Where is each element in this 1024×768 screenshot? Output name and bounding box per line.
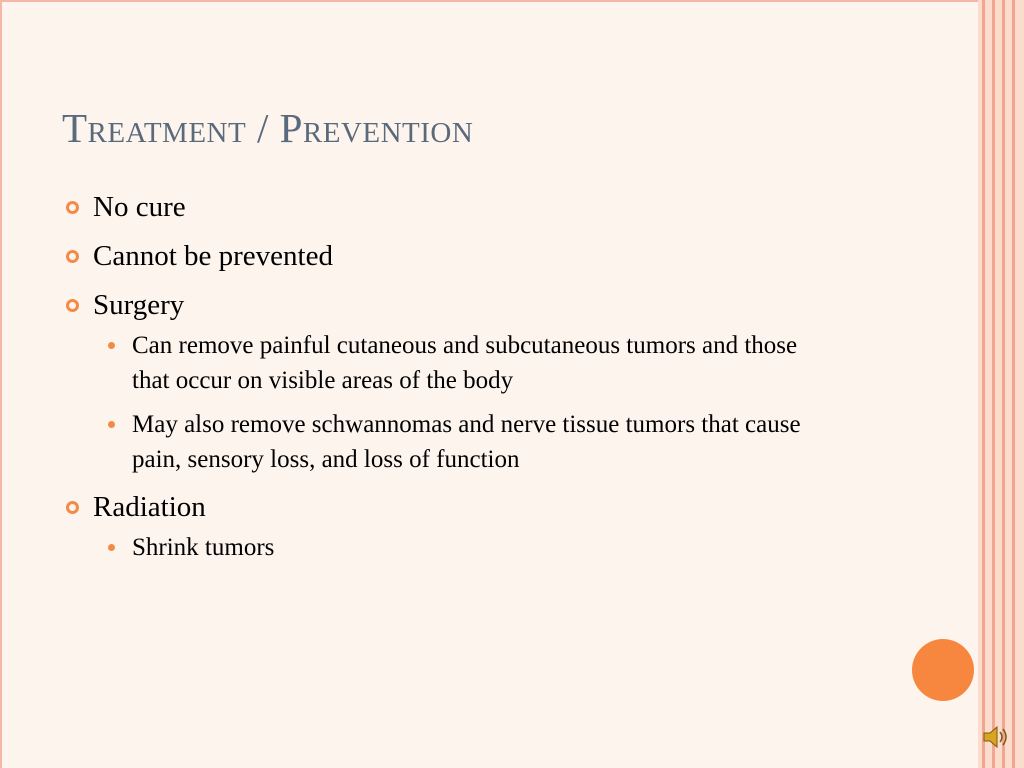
sub-bullet-item xyxy=(62,328,822,398)
decorative-stripes xyxy=(978,0,1024,768)
dot-bullet-icon xyxy=(108,544,115,551)
bullet-text: Surgery xyxy=(93,289,185,321)
slide-title: Treatment / Prevention xyxy=(62,105,474,151)
stripe xyxy=(1012,0,1015,768)
stripe xyxy=(1002,0,1005,768)
slide-border-top xyxy=(0,0,980,2)
bullet-item-radiation xyxy=(62,488,922,565)
dot-bullet-icon xyxy=(108,342,115,349)
radiation-sublist xyxy=(93,530,922,565)
bullet-text: Radiation xyxy=(93,491,206,523)
hollow-circle-bullet-icon xyxy=(66,201,79,214)
bullet-list xyxy=(62,188,922,576)
bullet-item-surgery xyxy=(62,286,922,477)
sub-bullet-item xyxy=(62,530,822,565)
sub-bullet-item xyxy=(62,407,822,477)
bullet-item-no-cure xyxy=(62,188,922,226)
surgery-sublist xyxy=(93,328,922,477)
hollow-circle-bullet-icon xyxy=(66,299,79,312)
dot-bullet-icon xyxy=(108,421,115,428)
slide-border-left xyxy=(0,0,2,768)
speaker-icon[interactable] xyxy=(980,722,1010,752)
bullet-text: Cannot be prevented xyxy=(93,240,333,272)
sub-bullet-text: May also remove schwannomas and nerve tissue tumors that cause pain, sensory loss, and loss of function xyxy=(132,411,801,473)
hollow-circle-bullet-icon xyxy=(66,250,79,263)
sub-bullet-text: Shrink tumors xyxy=(132,534,275,561)
bullet-item-cannot-be-prevented xyxy=(62,237,922,275)
stripe xyxy=(992,0,995,768)
stripe xyxy=(982,0,985,768)
orange-circle-icon xyxy=(912,639,974,701)
bullet-text: No cure xyxy=(93,191,186,223)
hollow-circle-bullet-icon xyxy=(66,501,79,514)
sub-bullet-text: Can remove painful cutaneous and subcutaneous tumors and those that occur on visible areas of the body xyxy=(132,332,798,394)
